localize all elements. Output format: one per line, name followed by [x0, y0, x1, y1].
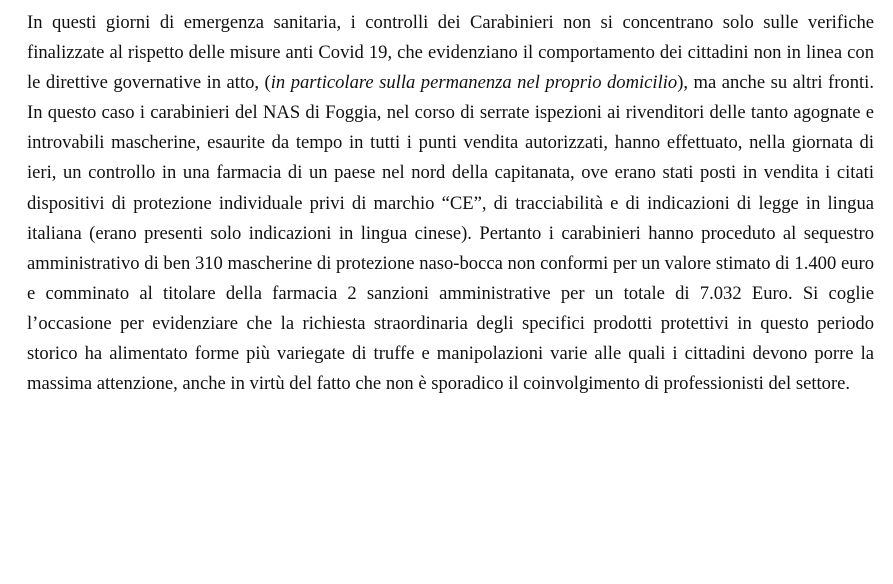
paragraph-text-part-2: ), ma anche su altri fronti. In questo caso i carabinieri del NAS di Foggia, nel corso di serrate ispezioni ai rivenditori delle tanto agognate e introvabili mascherine, esaurite da tempo in tutti i punti vendita autorizzati, hanno effettuato, nella giornata di ieri, un controllo in una farmacia di un paese nel nord della capitanata, ove erano stati posti in vendita i citati dispositivi di protezione individuale privi di marchio “CE”, di tracciabilità e di indicazioni di legge in lingua italiana (erano presenti solo indicazioni in lingua cinese). Pertanto i carabinieri hanno proceduto al sequestro amministrativo di ben 310 mascherine di protezione naso-bocca non conformi per un valore stimato di 1.400 euro e comminato al titolare della farmacia 2 sanzioni amministrative per un totale di 7.032 Euro. Si coglie l’occasione per evidenziare che la richiesta straordinaria degli specifici prodotti protettivi in questo periodo storico ha alimentato forme più variegate di truffe e manipolazioni varie alle quali i cittadini devono porre la massima attenzione, anche in virtù del fatto che non è sporadico il coinvolgimento di professionisti del settore.: [27, 72, 874, 395]
paragraph-italic-text: in particolare sulla permanenza nel proprio domicilio: [270, 72, 678, 94]
paragraph-text-part-1: In questi giorni di emergenza sanitaria, i controlli dei Carabinieri non si concentrano solo sulle verifiche finalizzate al rispetto delle misure anti Covid 19, che evidenziano il comportamento dei cittadini non in linea con le direttive governative in atto, (: [27, 12, 874, 94]
article-paragraph: [27, 8, 874, 399]
